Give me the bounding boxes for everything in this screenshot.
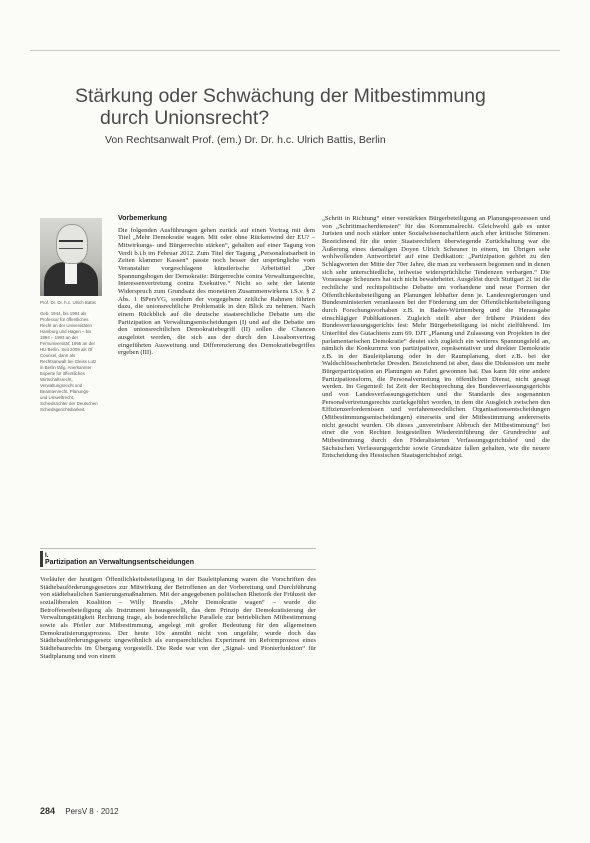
intro-text: Die folgenden Ausführungen gehen zurück auf einen Vortrag mit dem Titel „Mehr Demokratie wagen. Mit oder ohne Rückenwind der EU? – Mitwirkungs- und Bürgerrechte stärken“, gehalten auf einer Tagung von Verdi b.i.b im Februar 2012. Zum Titel der Tagung „Personalratsarbeit in Zeiten klammer Kassen“ passte noch besser der ursprüngliche vom Veranstalter vorgeschlagene künstlerische Arbeitstitel „Der Spannungsbogen der Demokratie: Bürgerrechte contra Verwaltungsrechte, Interessenvertretung contra Exekutive.“ Nicht so sehr der latente Widerspruch zum Grundsatz des monetären Zusammenwirkens i.S.v. § 2 Abs. 1 BPersVG, sondern der vorgegebene zeitliche Rahmen führten dazu, die unionsrechtliche Problematik in den Blick zu nehmen. Nach einem Rückblick auf die deutsche staatsrechtliche Debatte um die Partizipation an Verwaltungsentscheidungen (I) und auf die Debatte um den unionsrechtlichen Demokratiebegriff (II) sollen die Chancen ausgelotet werden, die sich aus der durch den Lissabonvertrag eingeführten Ausweitung und Differenzierung des Demokratiebegriffes ergeben (III). [118, 226, 315, 357]
body-right-text: „Schritt in Richtung“ einer verstärkten Bürgerbeteiligung an Planungsprozessen und von „Schrittmacherdiensten“ für das Kommunalrecht. Gleichwohl gab es unter Juristen und noch stärker unter Sozialwissenschaftlern auch eher kritische Stimmen. Bezeichnend für die unter Staatsrechtlern überwiegende Zurückhaltung war die Äußerung eines damaligen Doyen Ulrich Scheuner in einem, im Übrigen sehr wohlwollenden Antwortbrief auf eine Dedikation: „Partizipation gehört zu den Schlagworten der Mitte der 70er Jahre, die man zu verbessern begonnen und in denen sich sehr unterschiedliche, teilweise widersprüchliche Tendenzen verbargen.“ Die Voraussage Scheuners hat sich nicht bewahrheitet. Ausgelöst durch Stuttgart 21 ist die rechtliche und rechtspolitische Debatte um vorhandene und neue Formen der Öffentlichkeitsbeteiligung an Planungen lebhafter denn je. Landesregierungen und Bundesministerien veranlassen bei der Förderung um der Öffentlichkeitsbeteiligung durch Forschungsvorhaben z.B. in Baden-Württemberg und die Herausgabe einschlägiger Publikationen. Zugleich stellt aber der frühere Präsident des Bundesverfassungsgerichts fest: Mehr Bürgerbeteiligung ist nicht zielführend. Im Unterfitel des Gutachtens zum 69. DJT „Planung und Zulassung von Projekten in der parlamentarischen Demokratie“ deutet sich zugleich ein weiteres Spannungsfeld an, nämlich die Konkurrenz von partizipativer, repräsentativer und direkter Demokratie z.B. in der Bauleitplanung oder in der Raumplanung, dort z.B. bei der Waldschlösschenbrücke Dresden. Bezeichnend ist aber, dass die Diskussion um mehr Bürgerpartizipation an Planungen an Fahrt gewonnen hat. Das kann für eine andere Partizipationsform, die Personalvertretung im öffentlichen Dienst, nicht gesagt werden. Im Gegenteil: Ist Zeit der Rechtsprechung des Bundesverfassungsgerichts und von Landesverfassungsgerichten und die Standards des sogenannten Personalvertretungsrechts zurückgeführt worden, in dem die Ausgleich zwischen den Effizienzerfordernissen und verfahrensrechtlichen Organisationsentscheidungen (Mitbestimmungsentscheidungen) einerseits und der Mitbestimmung andererseits nicht gesucht wurden. Ob dieses „unvereinbare Abbruch der Mitbestimmung“ bei einer die von Rechten festgestellten Wiedereinführung der Grundrechte auf Mitbestimmung durch den Föderalisierten Verfassungsgerichtshof und die Sächsischen Verfassungsgerichte sowie Grundsätze fallen gehalten, wie die neuere Entscheidung des Hessischen Staatsgerichtshof zeigt. [322, 215, 550, 460]
body-right-column [322, 215, 550, 460]
section-number: I. [45, 552, 49, 559]
author-photo [40, 218, 102, 296]
intro-heading: Vorbemerkung [118, 215, 167, 222]
author-sidebar [40, 300, 98, 418]
section-bar [40, 551, 43, 567]
section-title: Partizipation an Verwaltungsentscheidungen [45, 559, 194, 566]
author-byline: Von Rechtsanwalt Prof. (em.) Dr. Dr. h.c. Ulrich Battis, Berlin [105, 134, 386, 146]
journal-issue: PersV 8 · 2012 [65, 807, 119, 816]
top-rule [30, 50, 560, 51]
body-left-text: Vorläufer der heutigen Öffentlichkeitsbeteiligung in der Bauleitplanung waren die Vorschriften des Städtebauförderungsgesetzes zur Mitwirkung der Betroffenen an der Vorbereitung und Durchführung von städtebaulichen Sanierungsmaßnahmen. Mit der angegebenen politischen Rhetorik der Frühzeit der sozialliberalen Koalition – Willy Brandts „Mehr Demokratie wagen“ – wurde die Betroffenenbeteiligung als Instrument herausgestellt, das dem Prinzip der Demokratisierung der Verwaltungstätigkeit Rechnung trage, als bodenrechtliche Parallele zur betrieblichen Mitbestimmung sowie als Pfeiler zur Mitbestimmung, angelegt mit großer Bedeutung für den allgemeinen Demokratisierungsprozess. Der heute 10x anmüht nicht von ungefähr, wurde doch das Städtebauförderungsgesetz ungewöhnlich als europarechtliches Experiment im Reformprozess eines Städtebaurechts im Übergang vorgestellt. Die Rede war von der „Signal- und Pionierfunktion“ für Stadtplanung und von einem [40, 576, 316, 660]
title-line-1: Stärkung oder Schwächung der Mitbestimmung [75, 85, 486, 108]
section-heading [40, 548, 316, 570]
intro-column [118, 215, 315, 357]
title-line-2: durch Unionsrecht? [100, 107, 270, 130]
author-caption: Prof. Dr. Dr. h.c. Ulrich Battis [40, 300, 96, 305]
body-left-column [40, 576, 316, 660]
page-number: 284 [40, 806, 56, 816]
page-footer [40, 806, 119, 816]
article-title [75, 85, 505, 129]
author-bio: Geb. 1944, bis 1994 als Professor für öffentliches Recht an der Universitäten Hamburg und Hagen – bis 1994 – 1993 an der Fernuniversität; 1995 an der HU Berlin. Seit 2009 als Of Counsel, dann als Rechtsanwalt bei Gleiss Lutz in Berlin tätig. Anerkannter Experte für öffentliches Wirtschaftsrecht, Verwaltungsrecht und Beamtenrecht, Planungs- und Umweltrecht, Schiedsrichter der Deutschen Schiedsgerichtsbarkeit. [40, 311, 98, 412]
